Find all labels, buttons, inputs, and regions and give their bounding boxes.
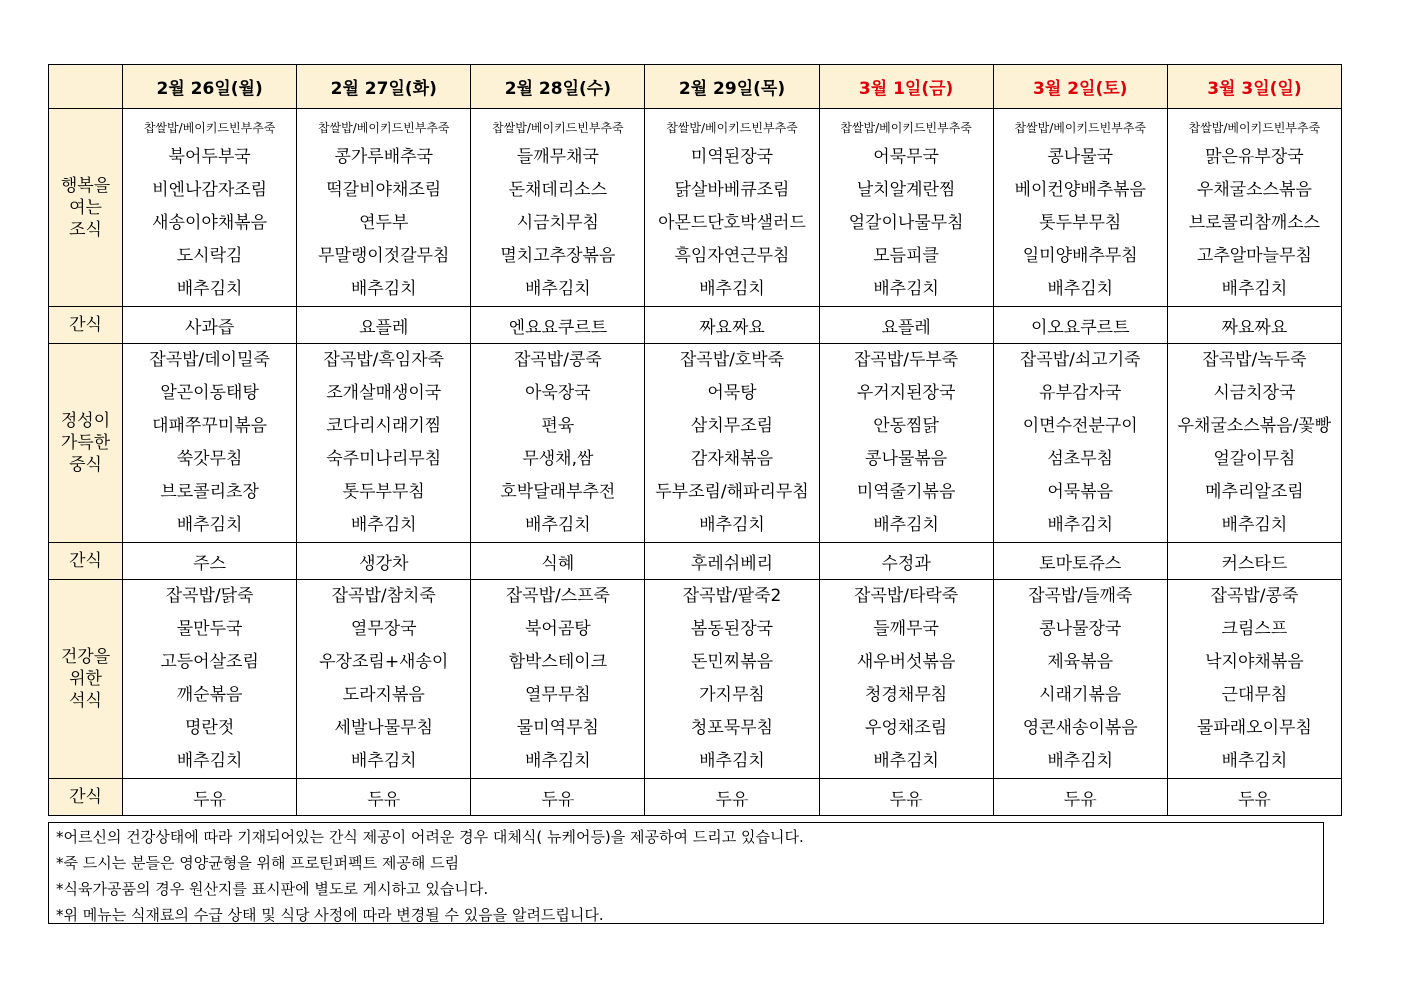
label-line: 가득한 xyxy=(60,433,111,453)
menu-item: 잡곡밥/흑임자죽 xyxy=(323,350,445,370)
menu-item: 찹쌀밥/베이키드빈부추죽 xyxy=(1188,121,1321,135)
dinner-cell xyxy=(471,580,645,779)
breakfast-cell xyxy=(819,109,993,307)
label-line: 조식 xyxy=(69,219,102,240)
snack-item: 두유 xyxy=(297,779,471,816)
menu-item: 고등어살조림 xyxy=(160,652,259,672)
menu-item: 영콘새송이볶음 xyxy=(1022,718,1138,738)
menu-item: 봄동된장국 xyxy=(690,619,774,639)
menu-item: 닭살바베큐조림 xyxy=(674,180,790,200)
menu-item: 깨순볶음 xyxy=(176,685,243,705)
menu-item: 두부조림/해파리무침 xyxy=(655,482,809,502)
snack-item: 두유 xyxy=(123,779,297,816)
menu-item: 무말랭이젓갈무침 xyxy=(318,246,450,266)
menu-item: 명란젓 xyxy=(184,718,235,738)
breakfast-label xyxy=(49,109,123,307)
menu-item: 우채굴소스볶음/꽃빵 xyxy=(1177,416,1332,436)
menu-item: 배추김치 xyxy=(525,279,591,299)
menu-item: 배추김치 xyxy=(873,751,939,771)
menu-item: 배추김치 xyxy=(176,279,243,299)
menu-item: 배추김치 xyxy=(873,515,939,535)
breakfast-cell xyxy=(123,109,297,307)
menu-item: 북어곰탕 xyxy=(525,619,591,639)
menu-item: 어묵무국 xyxy=(873,147,939,167)
snack-item: 짜요짜요 xyxy=(645,307,819,344)
menu-item: 근대무침 xyxy=(1221,685,1288,705)
menu-item: 잡곡밥/쇠고기죽 xyxy=(1019,350,1141,370)
label-line: 위한 xyxy=(69,669,102,689)
snack-item: 식혜 xyxy=(471,543,645,580)
snack-item: 이오요쿠르트 xyxy=(993,307,1167,344)
snack-item: 후레쉬베리 xyxy=(645,543,819,580)
menu-item: 배추김치 xyxy=(1047,279,1114,299)
weekly-menu-table xyxy=(48,64,1342,816)
menu-item: 톳두부무침 xyxy=(1039,213,1122,233)
label-line: 중식 xyxy=(69,455,102,475)
menu-item: 아몬드단호박샐러드 xyxy=(658,213,806,233)
menu-item: 함박스테이크 xyxy=(508,652,608,672)
menu-item: 메추리알조림 xyxy=(1205,482,1304,502)
menu-item: 어묵볶음 xyxy=(1047,482,1114,502)
menu-item: 배추김치 xyxy=(699,515,765,535)
menu-item: 시금치장국 xyxy=(1213,383,1296,403)
day-header: 3월 2일(토) xyxy=(993,65,1167,109)
snack-item: 두유 xyxy=(1167,779,1341,816)
lunch-label xyxy=(49,344,123,543)
menu-item: 찹쌀밥/베이키드빈부추죽 xyxy=(143,121,276,135)
label-line: 여는 xyxy=(69,197,102,218)
menu-item: 찹쌀밥/베이키드빈부추죽 xyxy=(492,121,624,135)
menu-item: 배추김치 xyxy=(1221,279,1288,299)
menu-item: 콩나물국 xyxy=(1047,147,1114,167)
menu-item: 배추김치 xyxy=(1221,751,1288,771)
menu-item: 흑임자연근무침 xyxy=(674,246,790,266)
menu-item: 우채굴소스볶음 xyxy=(1196,180,1312,200)
dinner-cell xyxy=(297,580,471,779)
dinner-cell xyxy=(819,580,993,779)
lunch-cell xyxy=(1167,344,1341,543)
snack-item: 사과즙 xyxy=(123,307,297,344)
menu-item: 알곤이동태탕 xyxy=(160,383,259,403)
lunch-cell xyxy=(645,344,819,543)
menu-item: 잡곡밥/타락죽 xyxy=(853,586,959,606)
snack-item: 생강차 xyxy=(297,543,471,580)
label-line: 건강을 xyxy=(60,647,111,667)
menu-item: 돈채데리소스 xyxy=(508,180,608,200)
menu-item: 얼갈이나물무침 xyxy=(848,213,964,233)
menu-item: 청경채무침 xyxy=(865,685,948,705)
menu-item: 고추알마늘무침 xyxy=(1196,246,1312,266)
menu-item: 잡곡밥/닭죽 xyxy=(165,586,254,606)
menu-item: 배추김치 xyxy=(176,751,243,771)
snack-label: 간식 xyxy=(49,307,123,344)
snack-item: 커스타드 xyxy=(1167,543,1341,580)
menu-item: 잡곡밥/들깨죽 xyxy=(1028,586,1133,606)
menu-item: 배추김치 xyxy=(176,515,243,535)
header-row xyxy=(49,65,1342,109)
menu-item: 브로콜리참깨소스 xyxy=(1188,213,1321,233)
menu-item: 배추김치 xyxy=(350,751,417,771)
snack-row-evening xyxy=(49,779,1342,816)
menu-item: 이면수전분구이 xyxy=(1022,416,1138,436)
breakfast-cell xyxy=(297,109,471,307)
menu-item: 얼갈이무침 xyxy=(1213,449,1296,469)
label-line: 행복을 xyxy=(60,175,111,196)
menu-item: 비엔나감자조림 xyxy=(152,180,268,200)
menu-item: 떡갈비야채조림 xyxy=(326,180,442,200)
menu-item: 시래기볶음 xyxy=(1039,685,1122,705)
menu-item: 시금치무침 xyxy=(516,213,599,233)
snack-item: 수정과 xyxy=(819,543,993,580)
menu-item: 유부감자국 xyxy=(1039,383,1122,403)
menu-item: 편육 xyxy=(541,416,575,436)
menu-item: 배추김치 xyxy=(1047,751,1114,771)
menu-item: 찹쌀밥/베이키드빈부추죽 xyxy=(666,121,798,135)
menu-item: 안동찜닭 xyxy=(873,416,939,436)
lunch-cell xyxy=(123,344,297,543)
menu-item: 들깨무국 xyxy=(873,619,939,639)
note-line: *식육가공품의 경우 원산지를 표시판에 별도로 게시하고 있습니다. xyxy=(56,880,489,898)
breakfast-cell xyxy=(645,109,819,307)
menu-item: 배추김치 xyxy=(350,279,417,299)
breakfast-cell xyxy=(1167,109,1341,307)
snack-label: 간식 xyxy=(49,779,123,816)
menu-item: 낙지야채볶음 xyxy=(1205,652,1304,672)
menu-item: 도시락김 xyxy=(176,246,243,266)
day-header: 2월 28일(수) xyxy=(471,65,645,109)
menu-item: 배추김치 xyxy=(525,751,591,771)
menu-item: 삼치무조림 xyxy=(690,416,774,436)
snack-item: 짜요짜요 xyxy=(1167,307,1341,344)
snack-item: 두유 xyxy=(645,779,819,816)
day-header: 2월 27일(화) xyxy=(297,65,471,109)
snack-item: 두유 xyxy=(993,779,1167,816)
menu-item: 열무무침 xyxy=(525,685,591,705)
menu-item: 물만두국 xyxy=(176,619,243,639)
menu-item: 어묵탕 xyxy=(707,383,757,403)
menu-item: 찹쌀밥/베이키드빈부추죽 xyxy=(1014,121,1147,135)
snack-item: 엔요요쿠르트 xyxy=(471,307,645,344)
menu-item: 대패쭈꾸미볶음 xyxy=(152,416,268,436)
menu-item: 콩나물볶음 xyxy=(865,449,948,469)
dinner-cell xyxy=(993,580,1167,779)
menu-item: 잡곡밥/콩죽 xyxy=(513,350,602,370)
snack-row-afternoon xyxy=(49,543,1342,580)
menu-item: 쑥갓무침 xyxy=(176,449,243,469)
menu-item: 미역된장국 xyxy=(690,147,774,167)
snack-item: 요플레 xyxy=(819,307,993,344)
snack-item: 토마토쥬스 xyxy=(993,543,1167,580)
lunch-row xyxy=(49,344,1342,543)
menu-item: 우장조림+새송이 xyxy=(319,652,449,672)
note-line: *어르신의 건강상태에 따라 기재되어있는 간식 제공이 어려운 경우 대체식( 뉴케어등)을 제공하여 드리고 있습니다. xyxy=(56,828,804,846)
menu-item: 잡곡밥/스프죽 xyxy=(505,586,610,606)
menu-item: 찹쌀밥/베이키드빈부추죽 xyxy=(317,121,450,135)
menu-item: 배추김치 xyxy=(1221,515,1288,535)
menu-item: 맑은유부장국 xyxy=(1205,147,1304,167)
menu-item: 물파래오이무침 xyxy=(1196,718,1312,738)
menu-item: 돈민찌볶음 xyxy=(690,652,774,672)
dinner-label xyxy=(49,580,123,779)
menu-item: 조개살매생이국 xyxy=(326,383,442,403)
menu-item: 연두부 xyxy=(359,213,409,233)
menu-item: 무생채,쌈 xyxy=(522,449,594,469)
menu-item: 브로콜리초장 xyxy=(160,482,259,502)
label-line: 정성이 xyxy=(60,411,111,431)
snack-item: 주스 xyxy=(123,543,297,580)
menu-item: 멸치고추장볶음 xyxy=(500,246,616,266)
menu-item: 미역줄기볶음 xyxy=(856,482,956,502)
menu-item: 잡곡밥/콩죽 xyxy=(1210,586,1299,606)
menu-item: 잡곡밥/녹두죽 xyxy=(1202,350,1307,370)
menu-item: 톳두부무침 xyxy=(342,482,425,502)
snack-item: 두유 xyxy=(819,779,993,816)
menu-item: 청포묵무침 xyxy=(690,718,774,738)
menu-item: 일미양배추무침 xyxy=(1022,246,1138,266)
day-header: 3월 3일(일) xyxy=(1167,65,1341,109)
lunch-cell xyxy=(297,344,471,543)
menu-item: 물미역무침 xyxy=(516,718,599,738)
dinner-row xyxy=(49,580,1342,779)
menu-item: 잡곡밥/두부죽 xyxy=(853,350,959,370)
snack-item: 두유 xyxy=(471,779,645,816)
menu-item: 호박달래부추전 xyxy=(500,482,616,502)
day-header: 3월 1일(금) xyxy=(819,65,993,109)
menu-item: 베이컨양배추볶음 xyxy=(1014,180,1146,200)
day-header: 2월 26일(월) xyxy=(123,65,297,109)
menu-item: 우거지된장국 xyxy=(856,383,956,403)
menu-item: 섬초무침 xyxy=(1047,449,1114,469)
menu-item: 배추김치 xyxy=(873,279,939,299)
lunch-cell xyxy=(819,344,993,543)
menu-item: 콩가루배추국 xyxy=(334,147,433,167)
header-corner xyxy=(49,65,123,109)
menu-item: 배추김치 xyxy=(525,515,591,535)
snack-item: 요플레 xyxy=(297,307,471,344)
dinner-cell xyxy=(1167,580,1341,779)
menu-item: 새송이야채볶음 xyxy=(152,213,268,233)
menu-item: 배추김치 xyxy=(1047,515,1114,535)
menu-item: 콩나물장국 xyxy=(1039,619,1122,639)
day-header: 2월 29일(목) xyxy=(645,65,819,109)
menu-item: 배추김치 xyxy=(699,279,765,299)
menu-item: 날치알계란찜 xyxy=(856,180,956,200)
menu-item: 아욱장국 xyxy=(525,383,591,403)
menu-item: 배추김치 xyxy=(699,751,765,771)
menu-item: 새우버섯볶음 xyxy=(856,652,956,672)
menu-item: 잡곡밥/참치죽 xyxy=(331,586,436,606)
menu-item: 북어두부국 xyxy=(168,147,251,167)
menu-item: 들깨무채국 xyxy=(516,147,599,167)
notes-box xyxy=(48,822,1324,924)
note-line: *죽 드시는 분들은 영양균형을 위해 프로틴퍼펙트 제공해 드림 xyxy=(56,854,460,872)
menu-item: 잡곡밥/호박죽 xyxy=(679,350,785,370)
menu-item: 우엉채조림 xyxy=(865,718,948,738)
menu-item: 찹쌀밥/베이키드빈부추죽 xyxy=(840,121,972,135)
menu-item: 도라지볶음 xyxy=(342,685,425,705)
menu-item: 코다리시래기찜 xyxy=(326,416,442,436)
snack-row-morning xyxy=(49,307,1342,344)
dinner-cell xyxy=(645,580,819,779)
menu-item: 감자채볶음 xyxy=(690,449,774,469)
menu-item: 모듬피클 xyxy=(873,246,939,266)
breakfast-cell xyxy=(471,109,645,307)
menu-item: 가지무침 xyxy=(699,685,765,705)
note-line: *위 메뉴는 식재료의 수급 상태 및 식당 사정에 따라 변경될 수 있음을 알려드립니다. xyxy=(56,906,604,924)
menu-item: 열무장국 xyxy=(350,619,417,639)
menu-item: 세발나물무침 xyxy=(334,718,433,738)
label-line: 석식 xyxy=(69,691,102,711)
breakfast-row xyxy=(49,109,1342,307)
breakfast-cell xyxy=(993,109,1167,307)
menu-item: 제육볶음 xyxy=(1047,652,1114,672)
lunch-cell xyxy=(993,344,1167,543)
menu-item: 잡곡밥/데이밀죽 xyxy=(149,350,270,370)
dinner-cell xyxy=(123,580,297,779)
menu-item: 잡곡밥/팥죽2 xyxy=(682,586,782,606)
snack-label: 간식 xyxy=(49,543,123,580)
menu-item: 배추김치 xyxy=(350,515,417,535)
menu-item: 숙주미나리무침 xyxy=(326,449,442,469)
lunch-cell xyxy=(471,344,645,543)
menu-item: 크림스프 xyxy=(1221,619,1288,639)
